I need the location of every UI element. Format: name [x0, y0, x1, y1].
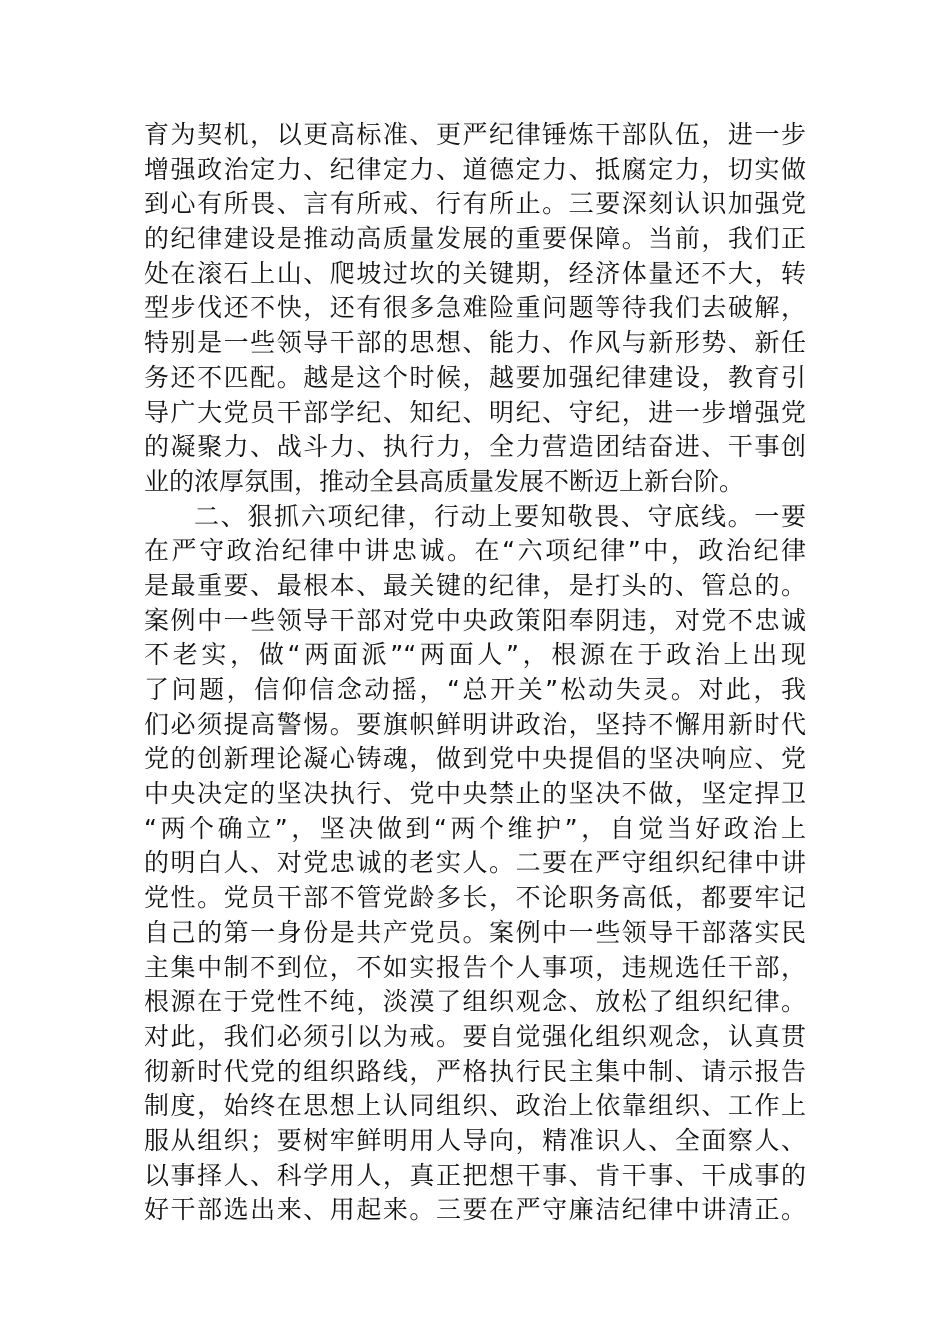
text-line: 的凝聚力、战斗力、执行力，全力营造团结奋进、干事创 — [144, 432, 806, 462]
text-line: 育为契机，以更高标准、更严纪律锤炼干部队伍，进一步 — [144, 120, 806, 149]
paragraph-start-line: 二、狠抓六项纪律，行动上要知敬畏、守底线。一要 — [194, 501, 806, 531]
text-line: 案例中一些领导干部对党中央政策阳奉阴违，对党不忠诚 — [144, 605, 806, 635]
text-line: 的明白人、对党忠诚的老实人。二要在严守组织纪律中讲 — [144, 848, 806, 878]
text-line: 特别是一些领导干部的思想、能力、作风与新形势、新任 — [144, 328, 806, 358]
text-line: 中央决定的坚决执行、党中央禁止的坚决不做，坚定捍卫 — [144, 779, 806, 809]
text-line: 处在滚石上山、爬坡过坎的关键期，经济体量还不大，转 — [144, 258, 806, 288]
paragraph-end-line: 业的浓厚氛围，推动全县高质量发展不断迈上新台阶。 — [144, 466, 745, 496]
text-line: 的纪律建设是推动高质量发展的重要保障。当前，我们正 — [144, 224, 806, 254]
text-line: 党性。党员干部不管党龄多长，不论职务高低，都要牢记 — [144, 883, 806, 913]
text-line: 对此，我们必须引以为戒。要自觉强化组织观念，认真贯 — [144, 1021, 806, 1051]
text-line: 导广大党员干部学纪、知纪、明纪、守纪，进一步增强党 — [144, 397, 806, 427]
text-line: 在严守政治纪律中讲忠诚。在“六项纪律”中，政治纪律 — [144, 536, 806, 566]
text-line: 制度，始终在思想上认同组织、政治上依靠组织、工作上 — [144, 1091, 806, 1121]
text-line: 以事择人、科学用人，真正把想干事、肯干事、干成事的 — [144, 1160, 806, 1190]
text-line: 们必须提高警惕。要旗帜鲜明讲政治，坚持不懈用新时代 — [144, 709, 806, 739]
text-line: 服从组织；要树牢鲜明用人导向，精准识人、全面察人、 — [144, 1125, 806, 1155]
text-line: 到心有所畏、言有所戒、行有所止。三要深刻认识加强党 — [144, 189, 806, 219]
document-body — [144, 118, 806, 1228]
text-line: 好干部选出来、用起来。三要在严守廉洁纪律中讲清正。 — [144, 1195, 806, 1225]
text-line: 自己的第一身份是共产党员。案例中一些领导干部落实民 — [144, 917, 806, 947]
text-line: 党的创新理论凝心铸魂，做到党中央提倡的坚决响应、党 — [144, 744, 806, 774]
text-line: 根源在于党性不纯，淡漠了组织观念、放松了组织纪律。 — [144, 987, 806, 1017]
text-line: 彻新时代党的组织路线，严格执行民主集中制、请示报告 — [144, 1056, 806, 1086]
text-line: 增强政治定力、纪律定力、道德定力、抵腐定力，切实做 — [144, 154, 806, 184]
text-line: 是最重要、最根本、最关键的纪律，是打头的、管总的。 — [144, 570, 806, 600]
text-line: 务还不匹配。越是这个时候，越要加强纪律建设，教育引 — [144, 362, 806, 392]
text-line: 型步伐还不快，还有很多急难险重问题等待我们去破解， — [144, 293, 806, 323]
text-line: 主集中制不到位，不如实报告个人事项，违规选任干部， — [144, 952, 806, 982]
text-line: 了问题，信仰信念动摇，“总开关”松动失灵。对此，我 — [144, 675, 806, 704]
text-line: “两个确立”，坚决做到“两个维护”，自觉当好政治上 — [144, 813, 806, 843]
text-line: 不老实，做“两面派”“两面人”，根源在于政治上出现 — [144, 640, 806, 670]
